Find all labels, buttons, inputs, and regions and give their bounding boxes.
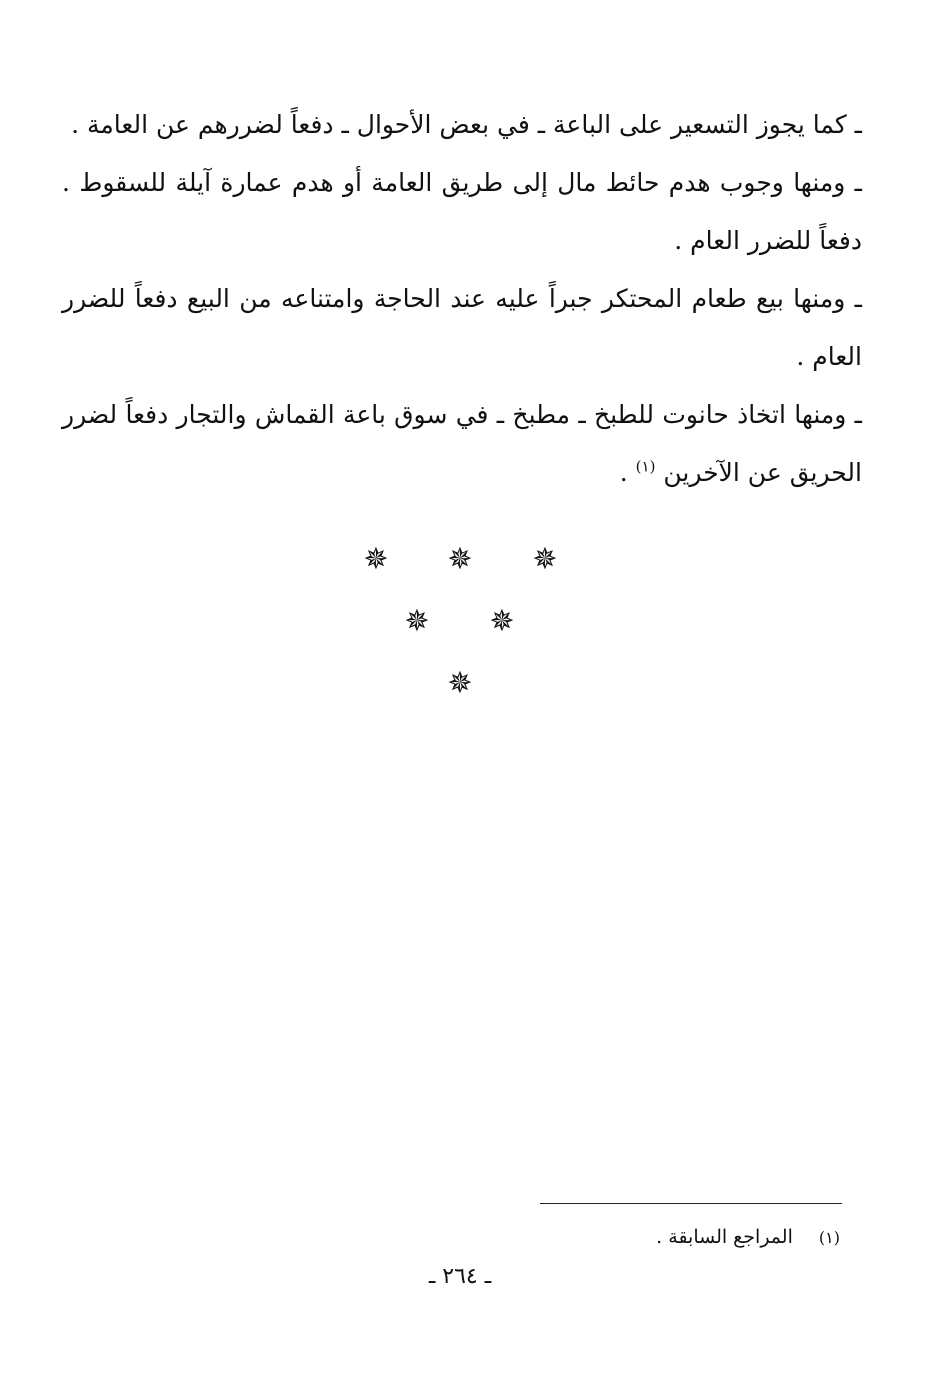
asterism-star-icon: ✵ <box>363 542 389 577</box>
section-divider-ornament <box>0 538 940 708</box>
paragraph-text: ـ كما يجوز التسعير على الباعة ـ في بعض الأحوال ـ دفعاً لضررهم عن العامة . <box>71 110 862 139</box>
paragraph-tail: . <box>619 458 636 487</box>
asterism-star-icon: ✵ <box>489 604 515 639</box>
paragraph-text: ـ ومنها اتخاذ حانوت للطبخ ـ مطبخ ـ في سوق باعة القماش والتجار دفعاً لضرر الحريق عن الآخرين <box>62 400 862 487</box>
asterism-star-icon: ✵ <box>532 542 558 577</box>
paragraph-pricing <box>62 96 862 154</box>
page-number: ـ ٢٦٤ ـ <box>428 1264 492 1289</box>
footnote-text: المراجع السابقة . <box>656 1226 793 1248</box>
asterism-star-icon: ✵ <box>447 666 473 701</box>
footnote-reference[interactable]: (١) <box>635 457 656 476</box>
paragraph-wall-demolition <box>62 154 862 270</box>
body-text <box>62 96 862 502</box>
paragraph-text: ـ ومنها وجوب هدم حائط مال إلى طريق العامة أو هدم عمارة آيلة للسقوط . دفعاً للضرر العام . <box>62 168 862 255</box>
footnote <box>560 1222 840 1253</box>
paragraph-cooking-shop <box>62 386 862 502</box>
footnote-number: (١) <box>818 1228 840 1247</box>
paragraph-text: ـ ومنها بيع طعام المحتكر جبراً عليه عند الحاجة وامتناعه من البيع دفعاً للضرر العام . <box>62 284 862 371</box>
paragraph-hoarder-food <box>62 270 862 386</box>
asterism-star-icon: ✵ <box>404 604 430 639</box>
footnote-separator <box>540 1203 842 1204</box>
asterism-star-icon: ✵ <box>447 542 473 577</box>
